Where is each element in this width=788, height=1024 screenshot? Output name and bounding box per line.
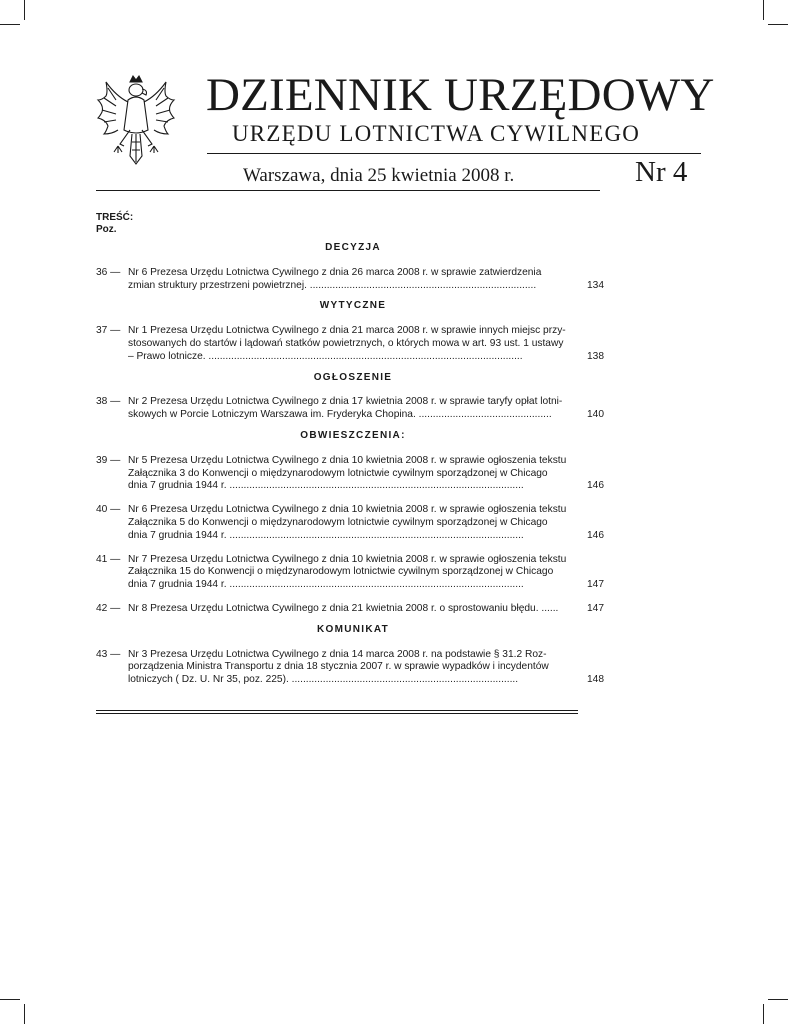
- masthead-bottom-rule: [96, 190, 600, 191]
- entry-page-number: 146: [587, 529, 604, 541]
- section-title: OGŁOSZENIE: [313, 371, 393, 383]
- entry-line: Załącznika 3 do Konwencji o międzynarodowym lotnictwie cywilnym sporządzonej w Chicago: [128, 467, 548, 479]
- toc-heading: TREŚĆ:: [96, 212, 134, 223]
- masthead-rule: [207, 153, 701, 154]
- entry-number: 40 —: [96, 504, 121, 516]
- toc-entry: [96, 325, 604, 363]
- entry-description: [128, 603, 578, 616]
- entry-line: Nr 2 Prezesa Urzędu Lotnictwa Cywilnego z dnia 17 kwietnia 2008 r. w sprawie taryfy opłat lotni-: [128, 396, 563, 408]
- entry-line: zmian struktury przestrzeni powietrznej. ................................................................................: [128, 279, 537, 291]
- entry-line: porządzenia Ministra Transportu z dnia 18 stycznia 2007 r. w sprawie wypadków i incydentów: [128, 661, 549, 673]
- section-title: KOMUNIKAT: [316, 623, 390, 635]
- entry-line: dnia 7 grudnia 1944 r. ........................................................................................................: [128, 480, 524, 492]
- entry-page-number: 148: [587, 674, 604, 686]
- entry-description: [128, 554, 578, 592]
- entry-line: dnia 7 grudnia 1944 r. ........................................................................................................: [128, 529, 524, 541]
- entry-description: [128, 267, 578, 293]
- entry-number: 39 —: [96, 454, 121, 466]
- toc-entry: [96, 455, 604, 493]
- entry-description: [128, 504, 578, 542]
- toc-entry: [96, 554, 604, 592]
- entry-number: 37 —: [96, 325, 121, 337]
- entry-line: Załącznika 5 do Konwencji o międzynarodowym lotnictwie cywilnym sporządzonej w Chicago: [128, 516, 548, 528]
- entry-page-number: 134: [587, 279, 604, 291]
- entry-number: 38 —: [96, 396, 121, 408]
- entry-number: 36 —: [96, 266, 121, 278]
- entry-page-number: 140: [587, 409, 604, 421]
- entry-page-number: 138: [587, 350, 604, 362]
- entry-description: [128, 396, 578, 422]
- entry-line: – Prawo lotnicze. ...............................................................................................................: [128, 350, 523, 362]
- end-rule: [96, 713, 578, 714]
- entry-line: Nr 5 Prezesa Urzędu Lotnictwa Cywilnego z dnia 10 kwietnia 2008 r. w sprawie ogłoszenia tekstu: [128, 454, 567, 466]
- entry-number: 41 —: [96, 553, 121, 565]
- publication-subtitle: URZĘDU LOTNICTWA CYWILNEGO: [232, 121, 641, 146]
- entry-line: stosowanych do startów i lądowań statków powietrznych, o których mowa w art. 93 ust. 1 ustawy: [128, 337, 564, 349]
- crop-mark: [763, 1004, 764, 1024]
- entry-line: Nr 3 Prezesa Urzędu Lotnictwa Cywilnego z dnia 14 marca 2008 r. na podstawie § 31.2 Roz-: [128, 648, 547, 660]
- entry-description: [128, 455, 578, 493]
- entry-number: 42 —: [96, 602, 121, 614]
- entry-number: 43 —: [96, 648, 121, 660]
- entry-page-number: 147: [587, 602, 604, 614]
- crop-mark: [768, 999, 788, 1000]
- entry-line: dnia 7 grudnia 1944 r. ........................................................................................................: [128, 579, 524, 591]
- table-of-contents: [96, 212, 604, 687]
- crop-mark: [24, 1004, 25, 1024]
- issue-date: Warszawa, dnia 25 kwietnia 2008 r.: [243, 165, 515, 186]
- publication-title: DZIENNIK URZĘDOWY: [206, 69, 715, 121]
- entry-page-number: 146: [587, 480, 604, 492]
- issue-number: Nr 4: [635, 156, 688, 188]
- crop-mark: [768, 24, 788, 25]
- entry-line: skowych w Porcie Lotniczym Warszawa im. Fryderyka Chopina. ...............................................: [128, 409, 552, 421]
- section-title: WYTYCZNE: [319, 300, 387, 312]
- polish-eagle-emblem: [96, 72, 176, 170]
- toc-sections: [96, 242, 604, 687]
- crop-mark: [0, 24, 20, 25]
- section-title: DECYZJA: [325, 242, 381, 253]
- toc-entry: [96, 649, 604, 687]
- position-label: Poz.: [96, 224, 117, 235]
- entry-line: Nr 7 Prezesa Urzędu Lotnictwa Cywilnego z dnia 10 kwietnia 2008 r. w sprawie ogłoszenia tekstu: [128, 553, 567, 565]
- section-title: OBWIESZCZENIA:: [300, 429, 406, 441]
- entry-line: Nr 1 Prezesa Urzędu Lotnictwa Cywilnego z dnia 21 marca 2008 r. w sprawie innych miejsc przy-: [128, 325, 566, 337]
- entry-line: Nr 6 Prezesa Urzędu Lotnictwa Cywilnego z dnia 10 kwietnia 2008 r. w sprawie ogłoszenia tekstu: [128, 504, 567, 516]
- entry-line: Nr 8 Prezesa Urzędu Lotnictwa Cywilnego z dnia 21 kwietnia 2008 r. o sprostowaniu błędu. ......: [128, 602, 559, 614]
- end-rule: [96, 710, 578, 711]
- toc-entry: [96, 267, 604, 293]
- entry-page-number: 147: [587, 579, 604, 591]
- toc-entry: [96, 603, 604, 616]
- toc-entry: [96, 504, 604, 542]
- crop-mark: [0, 999, 20, 1000]
- toc-entry: [96, 396, 604, 422]
- entry-description: [128, 325, 578, 363]
- entry-line: Załącznika 15 do Konwencji o międzynarodowym lotnictwie cywilnym sporządzonej w Chicago: [128, 566, 554, 578]
- crop-mark: [24, 0, 25, 20]
- entry-line: lotniczych ( Dz. U. Nr 35, poz. 225). ................................................................................: [128, 674, 519, 686]
- entry-description: [128, 649, 578, 687]
- entry-line: Nr 6 Prezesa Urzędu Lotnictwa Cywilnego z dnia 26 marca 2008 r. w sprawie zatwierdzenia: [128, 266, 542, 278]
- crop-mark: [763, 0, 764, 20]
